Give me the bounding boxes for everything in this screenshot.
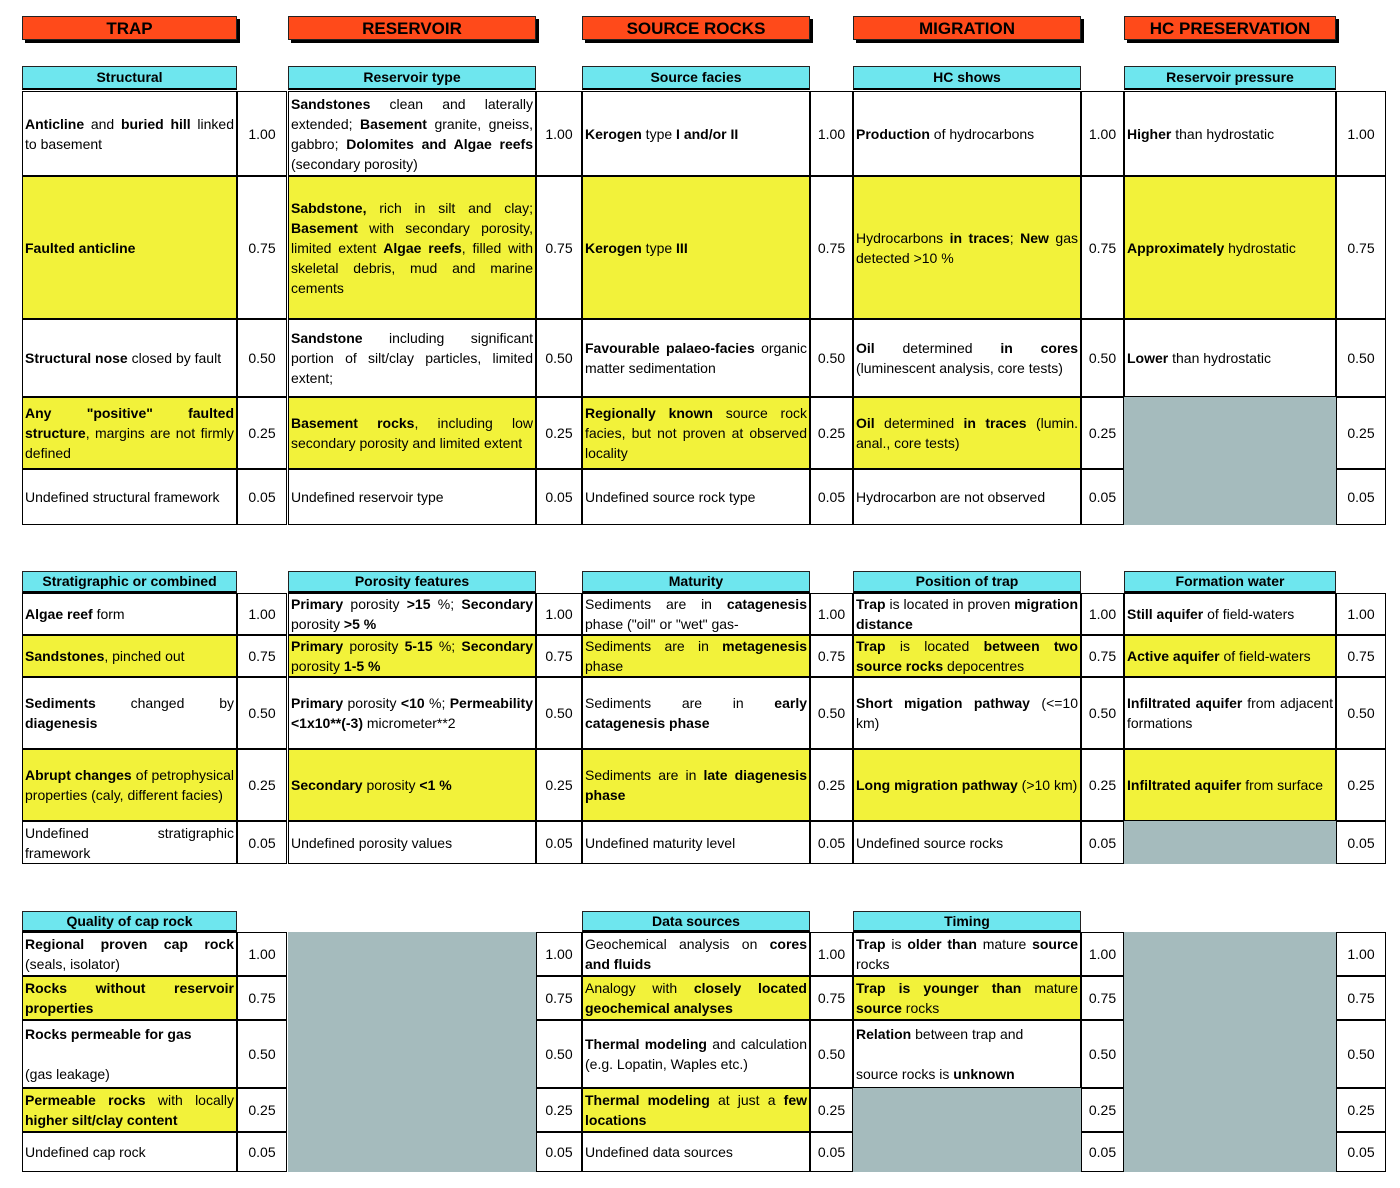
criterion-cell [853,821,1081,864]
score-value: 0.50 [536,677,582,749]
score-value: 1.00 [1336,91,1386,176]
criterion-cell [22,976,237,1020]
score-value: 0.75 [1336,635,1386,677]
criterion-text: Abrupt changes of petrophysical properties (caly, different facies) [25,767,234,803]
criterion-text: Sediments are in catagenesis phase ("oil" or "wet" gas- [585,596,807,632]
score-value: 0.50 [1081,677,1124,749]
criterion-cell [582,677,810,749]
criterion-text: Infiltrated aquifer from adjacent formations [1127,695,1333,731]
criterion-text: Undefined structural framework [25,489,220,505]
criterion-text: Algae reef form [25,606,125,622]
score-value: 0.05 [536,821,582,864]
score-value: 0.50 [237,677,287,749]
criterion-text: Hydrocarbons in traces; New gas detected >10 % [856,229,1078,266]
empty-cell [853,1088,1081,1132]
score-value: 0.75 [536,635,582,677]
section-header-reservoir: RESERVOIR [288,16,536,40]
score-value: 0.25 [1081,749,1124,821]
criterion-cell [582,469,810,525]
column-header-preservation: Formation water [1124,571,1336,593]
empty-cell [853,1132,1081,1172]
criterion-cell [1124,677,1336,749]
criterion-text: Approximately hydrostatic [1127,239,1296,256]
score-value: 0.75 [810,635,853,677]
empty-cell [1124,397,1336,469]
criterion-cell [853,635,1081,677]
score-value: 0.75 [536,176,582,319]
score-value: 0.50 [1336,319,1386,397]
criterion-cell [582,1020,810,1088]
column-header-source: Maturity [582,571,810,593]
criterion-cell [1124,319,1336,397]
criterion-text: Rocks without reservoir properties [25,980,234,1016]
criterion-text: Lower than hydrostatic [1127,350,1271,366]
criterion-cell [288,593,536,635]
criterion-cell [288,677,536,749]
criterion-text: Production of hydrocarbons [856,125,1035,142]
criterion-cell [582,1132,810,1172]
criterion-cell [288,176,536,319]
score-value: 0.05 [237,1132,287,1172]
criterion-cell [22,635,237,677]
empty-area-preservation [1124,932,1336,1172]
column-header-trap: Quality of cap rock [22,911,237,932]
criterion-text: Active aquifer of field-waters [1127,648,1311,664]
score-value: 0.50 [810,319,853,397]
score-value: 1.00 [237,593,287,635]
empty-cell [1124,469,1336,525]
criterion-text: Sabdstone, rich in silt and clay; Basement with secondary porosity, limited extent Algae reefs, filled with skeletal debris, mud and marine cements [291,199,534,296]
criterion-text: Oil determined in traces (lumin. anal., core tests) [856,415,1078,451]
criterion-cell [288,635,536,677]
section-header-preservation: HC PRESERVATION [1124,16,1336,40]
score-value: 1.00 [810,593,853,635]
score-value: 0.75 [536,976,582,1020]
score-value: 0.25 [1336,749,1386,821]
criterion-text: Primary porosity >15 %; Secondary porosity >5 % [291,596,533,632]
criterion-cell [582,593,810,635]
criterion-cell [853,1020,1081,1088]
column-header-migration: Timing [853,911,1081,932]
score-value: 0.75 [810,976,853,1020]
score-value: 1.00 [810,932,853,976]
score-value: 0.50 [810,1020,853,1088]
criterion-text: Thermal modeling at just a few locations [585,1092,807,1128]
score-value: 0.75 [237,176,287,319]
score-value: 0.50 [1081,319,1124,397]
criterion-cell [853,976,1081,1020]
criterion-cell [22,469,237,525]
score-value: 1.00 [237,91,287,176]
criterion-cell [853,176,1081,319]
criterion-cell [22,593,237,635]
score-value: 0.25 [1336,1088,1386,1132]
criterion-cell [582,932,810,976]
score-value: 0.05 [1336,469,1386,525]
criterion-text: Favourable palaeo-facies organic matter sedimentation [585,340,807,376]
score-value: 0.75 [1081,176,1124,319]
score-value: 0.05 [810,469,853,525]
score-value: 1.00 [237,932,287,976]
criterion-text: Still aquifer of field-waters [1127,606,1295,622]
column-header-migration: Position of trap [853,571,1081,593]
criterion-text: Relation between trap and source rocks is unknown [856,1026,1024,1082]
criterion-cell [582,976,810,1020]
criterion-text: Trap is located in proven migration distance [856,596,1078,632]
score-value: 0.50 [1336,1020,1386,1088]
score-value: 1.00 [1336,593,1386,635]
criterion-cell [1124,176,1336,319]
criterion-cell [288,749,536,821]
criterion-text: Sediments changed by diagenesis [25,695,234,731]
criterion-text: Kerogen type III [585,239,688,256]
score-value: 0.25 [810,749,853,821]
column-header-source: Source facies [582,66,810,90]
score-value: 1.00 [536,932,582,976]
score-value: 0.50 [237,319,287,397]
criterion-cell [853,469,1081,525]
criterion-text: Sandstones clean and laterally extended; Basement granite, gneiss, gabbro; Dolomites and Algae reefs (secondary porosity) [291,95,534,172]
score-value: 0.75 [810,176,853,319]
criterion-cell [1124,635,1336,677]
score-value: 0.05 [810,821,853,864]
score-value: 0.05 [536,1132,582,1172]
criterion-text: Undefined porosity values [291,834,453,851]
empty-cell [1124,821,1336,864]
criterion-text: Sandstone including significant portion of silt/clay particles, limited extent; [291,330,533,386]
criterion-text: Secondary porosity <1 % [291,777,452,793]
criterion-text: Undefined reservoir type [291,489,444,505]
criterion-text: Regionally known source rock facies, but not proven at observed locality [585,405,808,461]
score-value: 0.25 [1081,1088,1124,1132]
column-header-reservoir: Porosity features [288,571,536,593]
score-value: 0.50 [1081,1020,1124,1088]
score-value: 0.05 [810,1132,853,1172]
criterion-text: Primary porosity 5-15 %; Secondary porosity 1-5 % [291,638,533,674]
criterion-text: Undefined maturity level [585,834,736,851]
criterion-text: Undefined data sources [585,1144,733,1160]
score-value: 0.25 [1336,397,1386,469]
criterion-cell [22,91,237,176]
criterion-cell [582,821,810,864]
criterion-text: Sediments are in early catagenesis phase [585,695,807,731]
criterion-text: Structural nose closed by fault [25,350,222,366]
criterion-text: Higher than hydrostatic [1127,125,1275,142]
criterion-cell [22,319,237,397]
score-value: 0.05 [1081,821,1124,864]
criterion-cell [288,469,536,525]
criterion-cell [22,749,237,821]
score-value: 1.00 [536,593,582,635]
criterion-cell [288,397,536,469]
criterion-cell [853,932,1081,976]
criterion-cell [22,1088,237,1132]
criterion-text: Thermal modeling and calculation (e.g. Lopatin, Waples etc.) [585,1036,807,1072]
criterion-text: Trap is located between two source rocks depocentres [856,638,1078,674]
criterion-cell [22,677,237,749]
score-value: 0.75 [1336,176,1386,319]
score-value: 0.25 [1081,397,1124,469]
criterion-cell [853,319,1081,397]
score-value: 0.25 [536,749,582,821]
criterion-text: Long migration pathway (>10 km) [856,777,1078,793]
section-header-migration: MIGRATION [853,16,1081,40]
criterion-cell [22,932,237,976]
score-value: 0.75 [1081,976,1124,1020]
column-header-migration: HC shows [853,66,1081,90]
criterion-text: Geochemical analysis on cores and fluids [585,936,807,972]
criterion-text: Primary porosity <10 %; Permeability <1x10**(-3) micrometer**2 [291,695,533,731]
criterion-cell [582,91,810,176]
criterion-text: Any "positive" faulted structure, margins are not firmly defined [25,405,234,461]
score-value: 0.50 [237,1020,287,1088]
criterion-text: Oil determined in cores (luminescent analysis, core tests) [856,340,1078,376]
column-header-reservoir: Reservoir type [288,66,536,90]
criterion-text: Sandstones, pinched out [25,648,185,664]
score-value: 1.00 [1081,932,1124,976]
criterion-cell [853,91,1081,176]
score-value: 0.05 [536,469,582,525]
criterion-cell [582,397,810,469]
column-header-trap: Stratigraphic or combined [22,571,237,593]
score-value: 0.25 [536,397,582,469]
score-value: 0.25 [237,397,287,469]
criterion-text: Undefined stratigraphic framework [25,824,234,861]
score-value: 0.75 [237,976,287,1020]
criterion-text: Trap is older than mature source rocks [856,936,1079,972]
score-value: 0.25 [810,1088,853,1132]
score-value: 0.05 [1081,1132,1124,1172]
column-header-source: Data sources [582,911,810,932]
criterion-cell [288,319,536,397]
criterion-text: Undefined cap rock [25,1144,146,1160]
score-value: 0.25 [810,397,853,469]
score-value: 0.05 [1336,821,1386,864]
criterion-text: Permeable rocks with locally higher silt/clay content [25,1092,234,1128]
score-value: 0.50 [1336,677,1386,749]
criterion-text: Faulted anticline [25,239,136,256]
score-value: 0.50 [536,319,582,397]
criterion-cell [853,749,1081,821]
criterion-text: Kerogen type I and/or II [585,125,739,142]
score-value: 0.75 [237,635,287,677]
score-value: 0.05 [237,821,287,864]
score-value: 0.25 [536,1088,582,1132]
criterion-cell [1124,749,1336,821]
criterion-text: Sediments are in late diagenesis phase [585,767,807,803]
criterion-cell [582,749,810,821]
criterion-text: Infiltrated aquifer from surface [1127,777,1324,793]
criterion-cell [22,821,237,864]
criterion-text: Basement rocks, including low secondary porosity and limited extent [291,415,533,451]
criterion-cell [288,821,536,864]
score-value: 1.00 [1081,91,1124,176]
criterion-cell [582,176,810,319]
criterion-cell [22,397,237,469]
score-value: 0.05 [1336,1132,1386,1172]
criterion-text: Regional proven cap rock (seals, isolator) [25,936,234,972]
criterion-cell [22,176,237,319]
score-value: 0.25 [237,1088,287,1132]
column-header-preservation: Reservoir pressure [1124,66,1336,90]
criterion-cell [853,677,1081,749]
score-value: 0.50 [810,677,853,749]
section-header-trap: TRAP [22,16,237,40]
column-header-trap: Structural [22,66,237,90]
criterion-text: Undefined source rock type [585,489,756,505]
criterion-cell [22,1020,237,1088]
criterion-cell [288,91,536,176]
criterion-text: Rocks permeable for gas (gas leakage) [25,1026,192,1082]
criterion-cell [853,397,1081,469]
criterion-text: Trap is younger than mature source rocks [856,980,1078,1016]
criterion-text: Sediments are in metagenesis phase [585,638,807,674]
score-value: 0.25 [237,749,287,821]
criterion-cell [1124,91,1336,176]
section-header-source: SOURCE ROCKS [582,16,810,40]
criterion-cell [582,635,810,677]
criterion-cell [582,319,810,397]
criterion-text: Short migation pathway (<=10 km) [856,695,1078,731]
criterion-cell [853,593,1081,635]
score-value: 0.05 [237,469,287,525]
criterion-cell [1124,593,1336,635]
criterion-text: Hydrocarbon are not observed [856,489,1046,505]
criterion-cell [22,1132,237,1172]
score-value: 1.00 [536,91,582,176]
score-value: 0.75 [1081,635,1124,677]
score-value: 0.50 [536,1020,582,1088]
score-value: 1.00 [810,91,853,176]
score-value: 0.05 [1081,469,1124,525]
score-value: 0.75 [1336,976,1386,1020]
criterion-cell [582,1088,810,1132]
score-value: 1.00 [1336,932,1386,976]
criterion-text: Anticline and buried hill linked to basement [25,115,234,152]
criterion-text: Analogy with closely located geochemical analyses [585,980,807,1016]
empty-area-reservoir [288,932,536,1172]
score-value: 1.00 [1081,593,1124,635]
criterion-text: Undefined source rocks [856,834,1004,851]
